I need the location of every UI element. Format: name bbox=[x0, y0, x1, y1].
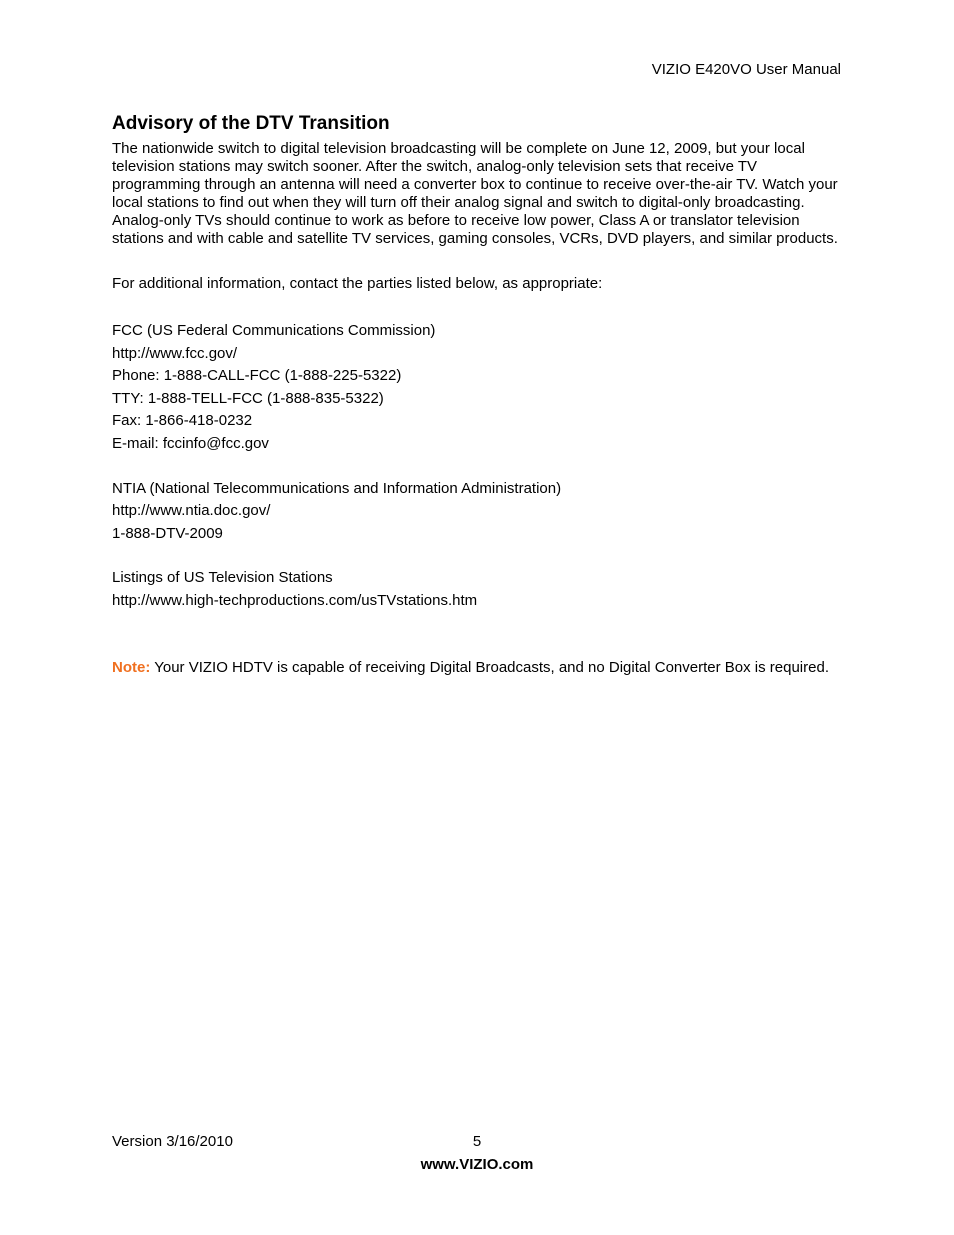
listings-block bbox=[112, 567, 842, 612]
ntia-phone: 1-888-DTV-2009 bbox=[112, 524, 223, 542]
fcc-tty: TTY: 1-888-TELL-FCC (1-888-835-5322) bbox=[112, 389, 384, 407]
note-label: Note: bbox=[112, 658, 151, 676]
fcc-phone: Phone: 1-888-CALL-FCC (1-888-225-5322) bbox=[112, 367, 402, 385]
listings-url[interactable]: http://www.high-techproductions.com/usTVstations.htm bbox=[112, 591, 478, 609]
fcc-contact-block bbox=[112, 320, 842, 456]
manual-title: VIZIO E420VO User Manual bbox=[651, 61, 841, 78]
ntia-contact-block bbox=[112, 478, 842, 546]
ntia-url[interactable]: http://www.ntia.doc.gov/ bbox=[112, 502, 271, 520]
fcc-url[interactable]: http://www.fcc.gov/ bbox=[112, 344, 238, 362]
fcc-email[interactable]: E-mail: fccinfo@fcc.gov bbox=[112, 434, 269, 452]
contact-intro: For additional information, contact the parties listed below, as appropriate: bbox=[112, 275, 603, 292]
footer-website[interactable]: www.VIZIO.com bbox=[420, 1156, 534, 1173]
fcc-fax: Fax: 1-866-418-0232 bbox=[112, 412, 253, 430]
fcc-name: FCC (US Federal Communications Commission) bbox=[112, 322, 436, 339]
dtv-paragraph: The nationwide switch to digital television broadcasting will be complete on June 12, 2009, but your local television stations may switch sooner. After the switch, analog-only television sets that receive TV programming through an antenna will need a converter box to continue to receive over-the-air TV. Watch your local stations to find out when they will turn off their analog signal and switch to digital-only broadcasting. Analog-only TVs should continue to work as before to receive low power, Class A or translator television stations and with cable and satellite TV services, gaming consoles, VCRs, DVD players, and similar products. bbox=[112, 140, 838, 247]
footer-version: Version 3/16/2010 bbox=[112, 1133, 233, 1150]
page-content bbox=[112, 112, 842, 677]
section-title: Advisory of the DTV Transition bbox=[112, 113, 390, 134]
listings-name: Listings of US Television Stations bbox=[112, 569, 333, 587]
note-text: Your VIZIO HDTV is capable of receiving Digital Broadcasts, and no Digital Converter Box is required. bbox=[150, 658, 829, 676]
page-number: 5 bbox=[472, 1133, 482, 1150]
ntia-name: NTIA (National Telecommunications and Information Administration) bbox=[112, 479, 562, 497]
note-paragraph bbox=[112, 659, 842, 677]
